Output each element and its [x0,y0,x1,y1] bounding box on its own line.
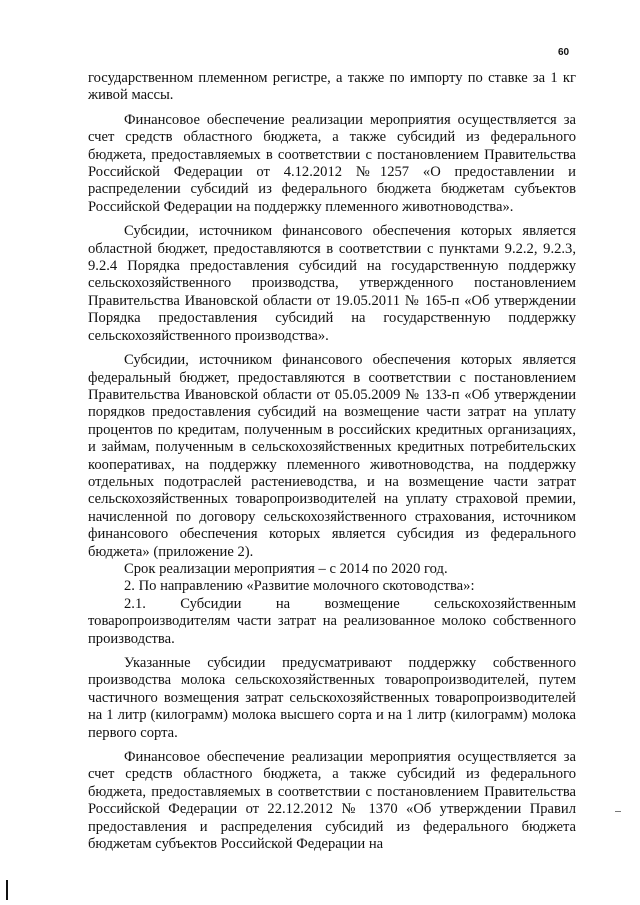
paragraph-milk-subsidies: 2.1. Субсидии на возмещение сельскохозяйственным товаропроизводителям части затрат на реализованное молоко собственного производства. [88,595,576,647]
paragraph-regional-subsidies: Субсидии, источником финансового обеспечения которых является областной бюджет, предоставляются в соответствии с пунктами 9.2.2, 9.2.3, 9.2.4 Порядка предоставления субсидий на государственную поддержку сельскохозяйственного производства, утвержденного постановлением Правительства Ивановской области от 19.05.2011 № 165-п «Об утверждении Порядка предоставления субсидий на государственную поддержку сельскохозяйственного производства». [88,223,576,344]
page-number: 60 [558,47,570,58]
paragraph-subsidy-description: Указанные субсидии предусматривают поддержку собственного производства молока сельскохозяйственных товаропроизводителей, путем частичного возмещения затрат сельскохозяйственных товаропроизводителей на 1 литр (килограмм) молока высшего сорта и на 1 литр (килограмм) молока первого сорта. [88,655,576,741]
paragraph-continuation: государственном племенном регистре, а также по импорту по ставке за 1 кг живой массы. [88,70,576,104]
document-body [88,70,576,853]
scan-margin-mark [6,880,8,900]
scan-edge-mark [615,811,621,812]
paragraph-term: Срок реализации мероприятия – с 2014 по 2020 год. [124,560,448,577]
paragraph-financing-milk: Финансовое обеспечение реализации мероприятия осуществляется за счет средств областного бюджета, а также субсидий из федерального бюджета, предоставляемых в соответствии с постановлением Правительства Российской Федерации от 22.12.2012 № 1370 «Об утверждении Правил предоставления и распределения субсидий из федерального бюджета бюджетам субъектов Российской Федерации на [88,749,576,853]
paragraph-federal-subsidies: Субсидии, источником финансового обеспечения которых является федеральный бюджет, предоставляются в соответствии с постановлением Правительства Ивановской области от 05.05.2009 № 133-п «Об утверждении порядков предоставления субсидий на возмещение части затрат на уплату процентов по кредитам, полученным в российских кредитных организациях, и займам, полученным в сельскохозяйственных кредитных потребительских кооперативах, на поддержку племенного животноводства, на поддержку отдельных подотраслей растениеводства, и на возмещение части затрат сельскохозяйственных товаропроизводителей на уплату страховой премии, начисленной по договору сельскохозяйственного страхования, источником финансового обеспечения которых является субсидия из федерального бюджета» (приложение 2). [88,352,576,560]
paragraph-financing: Финансовое обеспечение реализации мероприятия осуществляется за счет средств областного бюджета, а также субсидий из федерального бюджета, предоставляемых в соответствии с постановлением Правительства Российской Федерации от 4.12.2012 №1257 «О предоставлении и распределении субсидий из федерального бюджета бюджетам субъектов Российской Федерации на поддержку племенного животноводства». [88,111,576,215]
paragraph-direction-heading: 2. По направлению «Развитие молочного скотоводства»: [124,578,475,595]
